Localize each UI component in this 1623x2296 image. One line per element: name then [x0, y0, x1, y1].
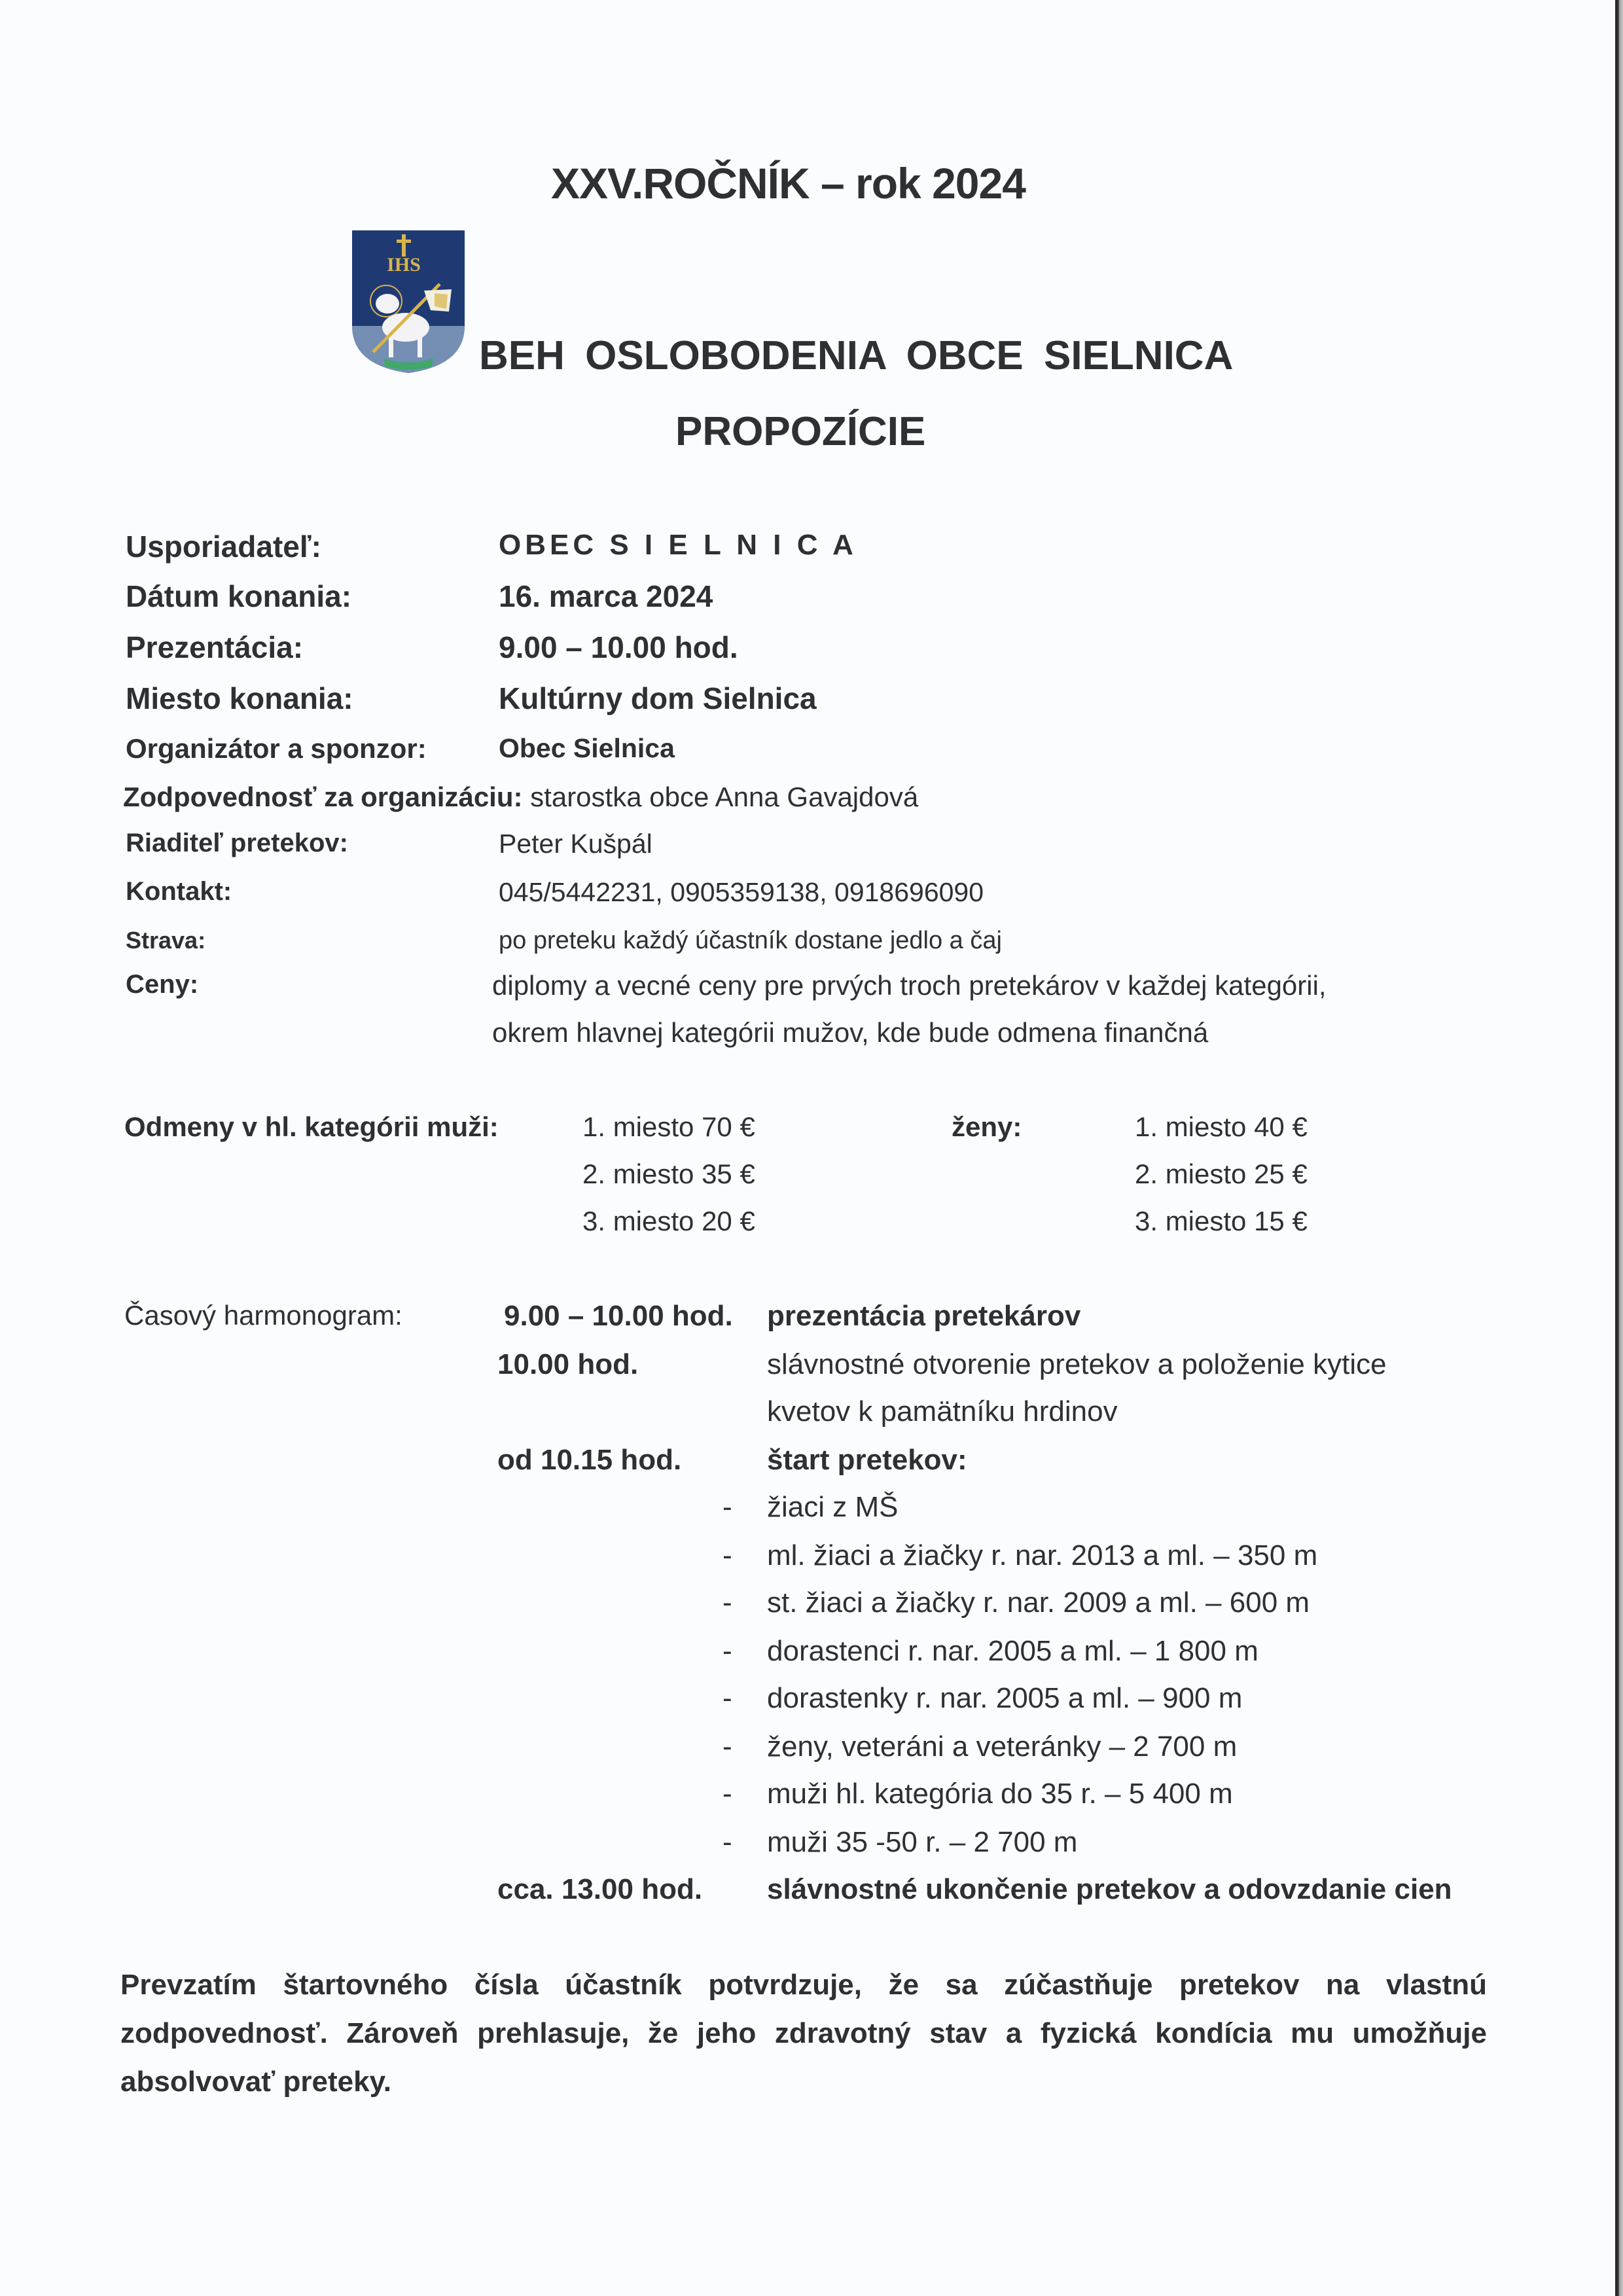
contact-label: Kontakt:	[126, 877, 232, 906]
women-prize-2: 2. miesto 25 €	[1135, 1158, 1308, 1189]
women-prize-1: 1. miesto 40 €	[1135, 1111, 1308, 1142]
women-label: ženy:	[952, 1111, 1022, 1142]
liability-notice: Prevzatím štartovného čísla účastník potvrdzuje, že sa zúčastňuje pretekov na vlastnú zodpovednosť. Zároveň prehlasuje, že jeho zdravotný stav a fyzická kondícia mu umožňuje absolvovať preteky.	[120, 1969, 1487, 2098]
rewards-label: Odmeny v hl. kategórii muži:	[124, 1111, 499, 1142]
date-value: 16. marca 2024	[499, 579, 713, 613]
catering-label: Strava:	[126, 927, 206, 954]
svg-text:IHS: IHS	[387, 254, 421, 276]
director-value: Peter Kušpál	[499, 829, 652, 859]
organizer-label: Usporiadateľ:	[126, 529, 321, 564]
bullet-dash: -	[722, 1491, 732, 1523]
prizes-value-line1: diplomy a vecné ceny pre prvých troch pretekárov v každej kategórii,	[492, 970, 1327, 1001]
contact-value: 045/5442231, 0905359138, 0918696090	[499, 877, 984, 907]
race-category: muži hl. kategória do 35 r. – 5 400 m	[767, 1778, 1233, 1810]
closing-desc: slávnostné ukončenie pretekov a odovzdanie cien	[767, 1873, 1452, 1905]
scan-edge	[1615, 0, 1623, 2296]
race-category: ml. žiaci a žiačky r. nar. 2013 a ml. – 350 m	[767, 1539, 1318, 1571]
sponsor-label: Organizátor a sponzor:	[126, 733, 427, 764]
catering-value: po preteku každý účastník dostane jedlo a čaj	[499, 927, 1002, 954]
bullet-dash: -	[722, 1731, 732, 1763]
venue-value: Kultúrny dom Sielnica	[499, 681, 817, 715]
registration-value: 9.00 – 10.00 hod.	[499, 630, 738, 664]
schedule-label: Časový harmonogram:	[124, 1300, 402, 1331]
bullet-dash: -	[722, 1826, 732, 1858]
bullet-dash: -	[722, 1635, 732, 1667]
race-category: žiaci z MŠ	[767, 1491, 899, 1523]
bullet-dash: -	[722, 1587, 732, 1619]
prizes-value-line2: okrem hlavnej kategórii mužov, kde bude odmena finančná	[492, 1017, 1209, 1048]
venue-label: Miesto konania:	[126, 681, 353, 715]
responsibility-label: Zodpovednosť za organizáciu:	[123, 781, 523, 812]
coat-of-arms-icon	[349, 228, 467, 376]
sponsor-value: Obec Sielnica	[499, 733, 675, 763]
schedule-time: 9.00 – 10.00 hod.	[504, 1300, 733, 1332]
men-prize-3: 3. miesto 20 €	[582, 1206, 755, 1236]
schedule-time: od 10.15 hod.	[497, 1444, 682, 1476]
men-prize-1: 1. miesto 70 €	[582, 1111, 755, 1142]
race-category: st. žiaci a žiačky r. nar. 2009 a ml. – 600 m	[767, 1587, 1310, 1619]
schedule-desc-cont: kvetov k pamätníku hrdinov	[767, 1395, 1118, 1427]
prizes-label: Ceny:	[126, 970, 199, 999]
director-label: Riaditeľ pretekov:	[126, 829, 348, 857]
race-category: dorastenky r. nar. 2005 a ml. – 900 m	[767, 1682, 1243, 1714]
race-category: muži 35 -50 r. – 2 700 m	[767, 1826, 1078, 1858]
responsibility-row	[123, 781, 918, 813]
schedule-desc: prezentácia pretekárov	[767, 1300, 1081, 1332]
women-prize-3: 3. miesto 15 €	[1135, 1206, 1308, 1236]
organizer-value: OBEC S I E L N I C A	[499, 529, 857, 561]
schedule-desc: štart pretekov:	[767, 1444, 967, 1476]
schedule-desc: slávnostné otvorenie pretekov a položenie kytice	[767, 1348, 1387, 1380]
date-label: Dátum konania:	[126, 579, 352, 613]
bullet-dash: -	[722, 1682, 732, 1714]
edition-heading: XXV.ROČNÍK – rok 2024	[551, 159, 1026, 207]
closing-time: cca. 13.00 hod.	[497, 1873, 703, 1905]
responsibility-value: starostka obce Anna Gavajdová	[522, 781, 919, 812]
race-category: ženy, veteráni a veteránky – 2 700 m	[767, 1731, 1238, 1763]
event-title: BEH OSLOBODENIA OBCE SIELNICA	[479, 333, 1234, 378]
men-prize-2: 2. miesto 35 €	[582, 1158, 755, 1189]
document-subtitle: PROPOZÍCIE	[675, 409, 926, 454]
bullet-dash: -	[722, 1778, 732, 1810]
registration-label: Prezentácia:	[126, 630, 304, 664]
schedule-time: 10.00 hod.	[497, 1348, 639, 1380]
race-category: dorastenci r. nar. 2005 a ml. – 1 800 m	[767, 1635, 1258, 1667]
bullet-dash: -	[722, 1539, 732, 1571]
